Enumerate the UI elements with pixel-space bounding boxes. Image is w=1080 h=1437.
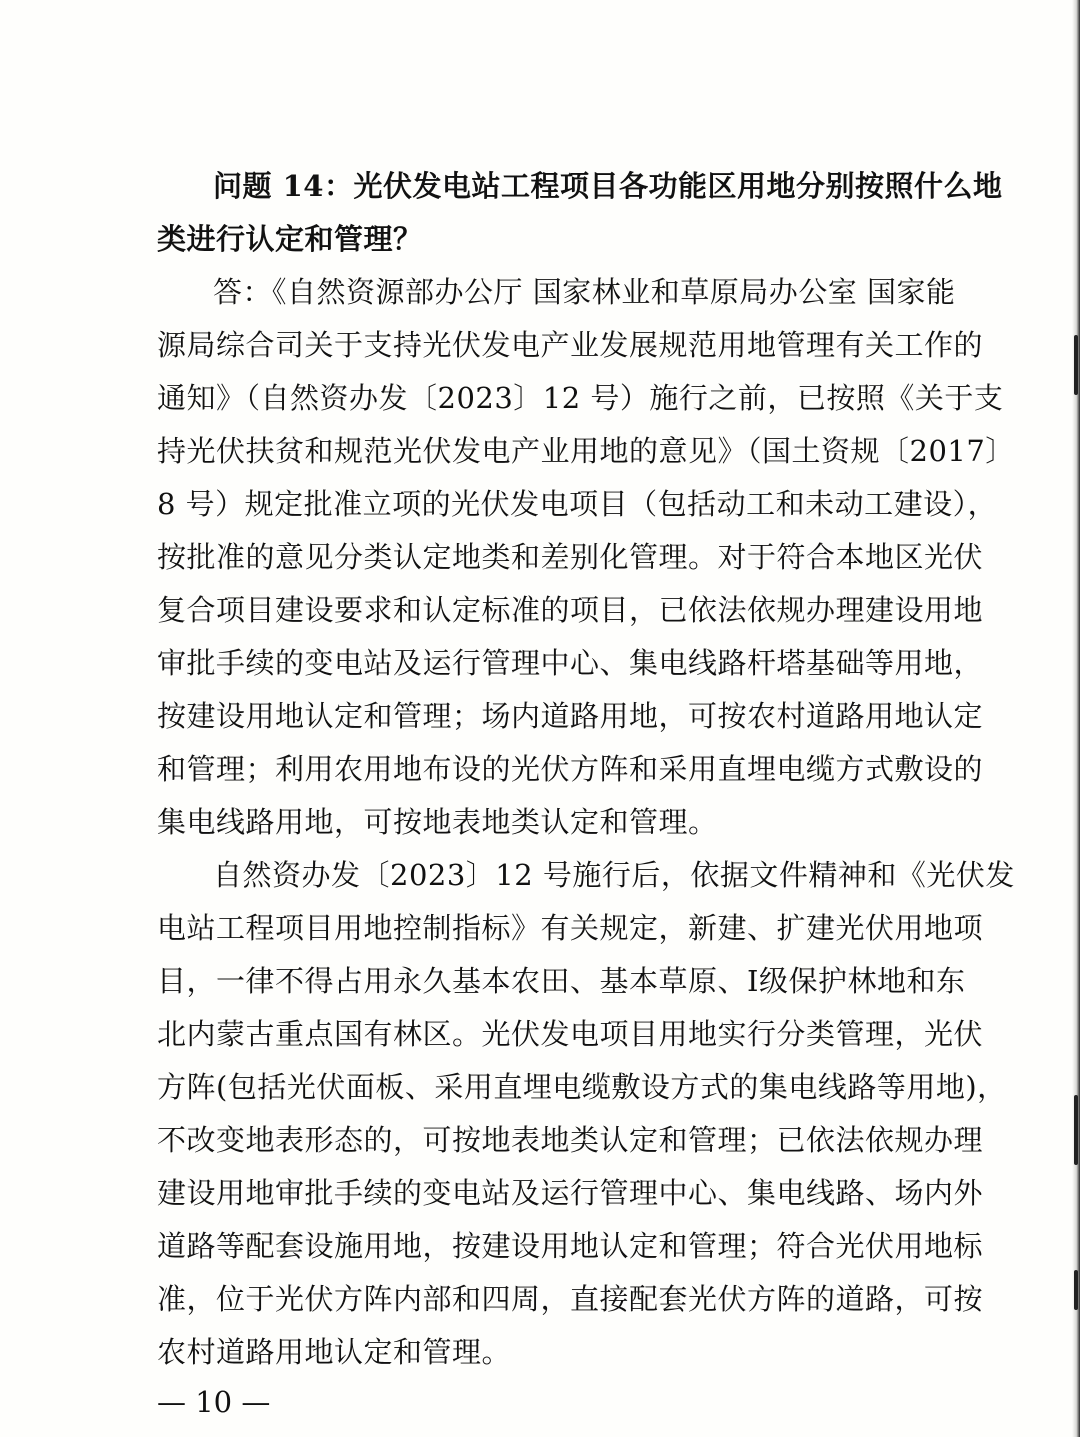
answer-p1-line-9: 按建设用地认定和管理；场内道路用地，可按农村道路用地认定: [157, 699, 984, 733]
answer-p2-line-8: 道路等配套设施用地，按建设用地认定和管理；符合光伏用地标: [157, 1229, 984, 1263]
question-heading-line-1: 问题 14：光伏发电站工程项目各功能区用地分别按照什么地: [213, 169, 1003, 203]
answer-p1-line-5: 8 号）规定批准立项的光伏发电项目（包括动工和未动工建设），: [157, 487, 998, 521]
answer-p1-line-4: 持光伏扶贫和规范光伏发电产业用地的意见》（国土资规〔2017〕: [157, 434, 1015, 468]
answer-p2-line-6: 不改变地表形态的，可按地表地类认定和管理；已依法依规办理: [157, 1123, 984, 1157]
answer-p1-line-8: 审批手续的变电站及运行管理中心、集电线路杆塔基础等用地，: [157, 646, 984, 680]
answer-p2-line-2: 电站工程项目用地控制指标》有关规定，新建、扩建光伏用地项: [157, 911, 984, 945]
binding-mark: [1074, 335, 1078, 395]
answer-p1-line-3: 通知》（自然资办发〔2023〕12 号）施行之前，已按照《关于支: [157, 381, 1004, 415]
answer-p2-line-5: 方阵(包括光伏面板、采用直埋电缆敷设方式的集电线路等用地)，: [157, 1070, 1007, 1104]
answer-p2-line-3: 目，一律不得占用永久基本农田、基本草原、Ⅰ级保护林地和东: [157, 964, 966, 998]
question-heading-line-2: 类进行认定和管理？: [157, 222, 423, 256]
answer-p1-line-6: 按批准的意见分类认定地类和差别化管理。对于符合本地区光伏: [157, 540, 984, 574]
page-edge-shadow: [1072, 0, 1080, 1437]
answer-p1-line-10: 和管理；利用农用地布设的光伏方阵和采用直埋电缆方式敷设的: [157, 752, 984, 786]
answer-p2-line-1: 自然资办发〔2023〕12 号施行后，依据文件精神和《光伏发: [213, 858, 1015, 892]
answer-p2-line-7: 建设用地审批手续的变电站及运行管理中心、集电线路、场内外: [157, 1176, 984, 1210]
answer-p1-line-2: 源局综合司关于支持光伏发电产业发展规范用地管理有关工作的: [157, 328, 984, 362]
answer-p2-line-9: 准，位于光伏方阵内部和四周，直接配套光伏方阵的道路，可按: [157, 1282, 984, 1316]
answer-p1-line-11: 集电线路用地，可按地表地类认定和管理。: [157, 805, 718, 839]
answer-p1-line-7: 复合项目建设要求和认定标准的项目，已依法依规办理建设用地: [157, 593, 984, 627]
page-number: — 10 —: [157, 1385, 271, 1419]
binding-mark: [1074, 1095, 1078, 1165]
answer-p1-line-1: 答：《自然资源部办公厅 国家林业和草原局办公室 国家能: [213, 275, 956, 309]
answer-p2-line-10: 农村道路用地认定和管理。: [157, 1335, 512, 1369]
binding-mark: [1074, 1270, 1078, 1310]
answer-p2-line-4: 北内蒙古重点国有林区。光伏发电项目用地实行分类管理，光伏: [157, 1017, 984, 1051]
